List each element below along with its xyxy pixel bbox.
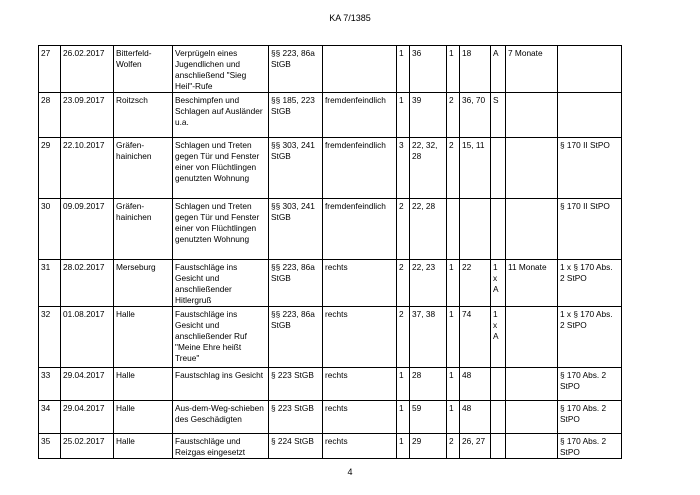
cell-nr: 35: [39, 434, 61, 459]
table-row: [39, 46, 622, 93]
cell-ages1: 29: [410, 434, 447, 459]
cell-nat: [491, 401, 506, 434]
cell-nat: 1 x A: [491, 307, 506, 368]
cell-place: Gräfen- hainichen: [114, 199, 173, 260]
cell-n2: 1: [447, 307, 460, 368]
cell-law: §§ 303, 241 StGB: [269, 199, 323, 260]
cell-n2: 2: [447, 434, 460, 459]
cell-place: Bitterfeld- Wolfen: [114, 46, 173, 93]
cell-description: Schlagen und Treten gegen Tür und Fenster einer von Flüchtlingen genutzten Wohnung: [173, 138, 269, 199]
cell-nat: [491, 434, 506, 459]
cell-ages2: 22: [460, 260, 491, 307]
table-row: [39, 307, 622, 368]
cell-description: Beschimpfen und Schlagen auf Ausländer u.a.: [173, 93, 269, 138]
cell-ages2: 15, 11: [460, 138, 491, 199]
cell-sentence: [506, 307, 558, 368]
cell-nat: [491, 199, 506, 260]
case-table: [38, 45, 622, 459]
cell-place: Halle: [114, 401, 173, 434]
cell-motive: rechts: [323, 260, 397, 307]
cell-motive: fremdenfeindlich: [323, 93, 397, 138]
table-row: [39, 93, 622, 138]
cell-nat: [491, 368, 506, 401]
cell-n2: 2: [447, 138, 460, 199]
cell-nr: 29: [39, 138, 61, 199]
cell-n2: [447, 199, 460, 260]
cell-motive: fremdenfeindlich: [323, 138, 397, 199]
cell-place: Merseburg: [114, 260, 173, 307]
cell-ages2: 26, 27: [460, 434, 491, 459]
cell-sentence: [506, 199, 558, 260]
cell-n1: 2: [397, 199, 410, 260]
cell-date: 29.04.2017: [61, 401, 114, 434]
cell-remark: § 170 Abs. 2 StPO: [558, 434, 622, 459]
cell-ages2: 36, 70: [460, 93, 491, 138]
cell-n2: 1: [447, 46, 460, 93]
cell-description: Schlagen und Treten gegen Tür und Fenster einer von Flüchtlingen genutzten Wohnung: [173, 199, 269, 260]
cell-motive: rechts: [323, 401, 397, 434]
cell-nr: 34: [39, 401, 61, 434]
table-row: [39, 368, 622, 401]
cell-motive: rechts: [323, 434, 397, 459]
cell-remark: § 170 Abs. 2 StPO: [558, 368, 622, 401]
cell-date: 23.09.2017: [61, 93, 114, 138]
cell-nat: [491, 138, 506, 199]
cell-ages1: 36: [410, 46, 447, 93]
cell-date: 22.10.2017: [61, 138, 114, 199]
cell-law: §§ 303, 241 StGB: [269, 138, 323, 199]
cell-ages1: 22, 28: [410, 199, 447, 260]
cell-nat: S: [491, 93, 506, 138]
cell-date: 26.02.2017: [61, 46, 114, 93]
cell-description: Faustschlag ins Gesicht: [173, 368, 269, 401]
cell-sentence: 7 Monate: [506, 46, 558, 93]
page-number: 4: [347, 467, 353, 477]
cell-law: § 224 StGB: [269, 434, 323, 459]
cell-law: §§ 185, 223 StGB: [269, 93, 323, 138]
cell-date: 01.08.2017: [61, 307, 114, 368]
cell-n1: 1: [397, 434, 410, 459]
cell-n2: 1: [447, 260, 460, 307]
cell-place: Halle: [114, 434, 173, 459]
cell-sentence: [506, 368, 558, 401]
cell-law: §§ 223, 86a StGB: [269, 46, 323, 93]
cell-remark: 1 x § 170 Abs. 2 StPO: [558, 307, 622, 368]
cell-ages2: [460, 199, 491, 260]
cell-description: Verprügeln eines Jugendlichen und anschließend "Sieg Heil"-Rufe: [173, 46, 269, 93]
cell-ages2: 48: [460, 368, 491, 401]
cell-description: Faustschläge ins Gesicht und anschließender Hitlergruß: [173, 260, 269, 307]
table-row: [39, 434, 622, 459]
table-row: [39, 199, 622, 260]
cell-nr: 32: [39, 307, 61, 368]
cell-n1: 2: [397, 260, 410, 307]
cell-law: § 223 StGB: [269, 368, 323, 401]
cell-motive: fremdenfeindlich: [323, 199, 397, 260]
cell-ages2: 48: [460, 401, 491, 434]
cell-law: §§ 223, 86a StGB: [269, 260, 323, 307]
cell-nr: 33: [39, 368, 61, 401]
cell-ages1: 22, 23: [410, 260, 447, 307]
document-id: KA 7/1385: [329, 13, 371, 23]
cell-ages1: 37, 38: [410, 307, 447, 368]
cell-n1: 1: [397, 93, 410, 138]
cell-nr: 31: [39, 260, 61, 307]
cell-n2: 1: [447, 368, 460, 401]
cell-sentence: [506, 401, 558, 434]
cell-remark: § 170 II StPO: [558, 138, 622, 199]
cell-n1: 2: [397, 307, 410, 368]
cell-motive: rechts: [323, 368, 397, 401]
cell-place: Halle: [114, 368, 173, 401]
cell-date: 25.02.2017: [61, 434, 114, 459]
table-row: [39, 138, 622, 199]
cell-nr: 28: [39, 93, 61, 138]
cell-sentence: [506, 434, 558, 459]
cell-description: Faustschläge ins Gesicht und anschließender Ruf "Meine Ehre heißt Treue": [173, 307, 269, 368]
cell-date: 29.04.2017: [61, 368, 114, 401]
cell-ages2: 74: [460, 307, 491, 368]
cell-motive: [323, 46, 397, 93]
cell-remark: § 170 II StPO: [558, 199, 622, 260]
cell-n1: 1: [397, 368, 410, 401]
cell-nat: 1 x A: [491, 260, 506, 307]
cell-n1: 3: [397, 138, 410, 199]
table-row: [39, 401, 622, 434]
cell-sentence: [506, 93, 558, 138]
cell-ages1: 39: [410, 93, 447, 138]
cell-description: Aus-dem-Weg-schieben des Geschädigten: [173, 401, 269, 434]
cell-remark: § 170 Abs. 2 StPO: [558, 401, 622, 434]
cell-sentence: [506, 138, 558, 199]
cell-remark: [558, 93, 622, 138]
cell-ages2: 18: [460, 46, 491, 93]
cell-remark: 1 x § 170 Abs. 2 StPO: [558, 260, 622, 307]
cell-ages1: 28: [410, 368, 447, 401]
cell-place: Gräfen- hainichen: [114, 138, 173, 199]
cell-motive: rechts: [323, 307, 397, 368]
cell-n1: 1: [397, 46, 410, 93]
cell-place: Halle: [114, 307, 173, 368]
cell-n2: 1: [447, 401, 460, 434]
cell-nr: 30: [39, 199, 61, 260]
cell-n2: 2: [447, 93, 460, 138]
cell-n1: 1: [397, 401, 410, 434]
cell-nat: A: [491, 46, 506, 93]
cell-law: § 223 StGB: [269, 401, 323, 434]
cell-nr: 27: [39, 46, 61, 93]
cell-date: 09.09.2017: [61, 199, 114, 260]
cell-date: 28.02.2017: [61, 260, 114, 307]
cell-place: Roitzsch: [114, 93, 173, 138]
cell-sentence: 11 Monate: [506, 260, 558, 307]
cell-ages1: 22, 32, 28: [410, 138, 447, 199]
cell-description: Faustschläge und Reizgas eingesetzt: [173, 434, 269, 459]
cell-law: §§ 223, 86a StGB: [269, 307, 323, 368]
cell-remark: [558, 46, 622, 93]
cell-ages1: 59: [410, 401, 447, 434]
table-row: [39, 260, 622, 307]
